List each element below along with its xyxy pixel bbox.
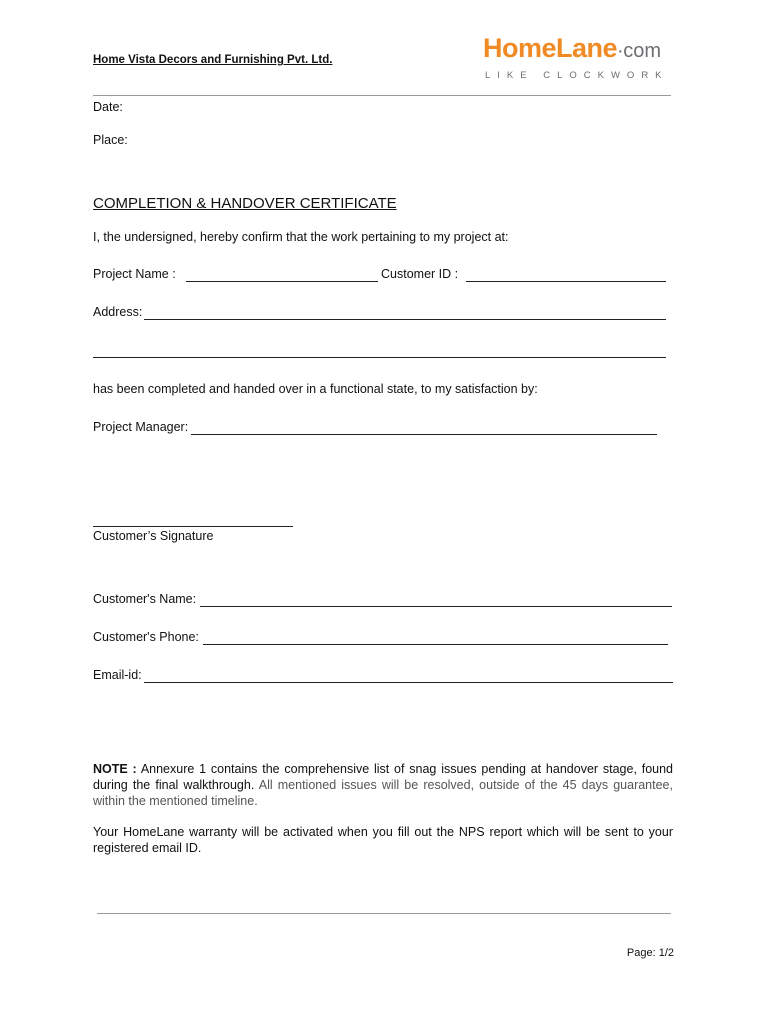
email-field[interactable]: [144, 682, 673, 683]
customer-id-label: Customer ID :: [381, 267, 459, 281]
logo-tagline: LIKE CLOCKWORK: [485, 70, 669, 81]
customer-name-field[interactable]: [200, 606, 672, 607]
email-label: Email-id:: [93, 668, 142, 682]
project-name-label: Project Name :: [93, 267, 176, 281]
place-label: Place:: [93, 133, 128, 147]
logo-dot: ·: [617, 40, 624, 62]
page-number: Page: 1/2: [626, 947, 674, 959]
customer-name-label: Customer's Name:: [93, 592, 197, 606]
project-name-field[interactable]: [186, 281, 378, 282]
footer-divider: [97, 913, 671, 914]
note-paragraph: [93, 761, 673, 809]
address-field-line-2[interactable]: [93, 357, 666, 358]
company-name: Home Vista Decors and Furnishing Pvt. Ltd.: [93, 54, 333, 66]
completion-text: has been completed and handed over in a functional state, to my satisfaction by:: [93, 382, 538, 396]
date-label: Date:: [93, 100, 123, 114]
project-manager-label: Project Manager:: [93, 420, 189, 434]
project-manager-field[interactable]: [191, 434, 657, 435]
address-label: Address:: [93, 305, 143, 319]
certificate-title: COMPLETION & HANDOVER CERTIFICATE: [93, 195, 397, 212]
logo-domain: com: [623, 40, 662, 62]
customer-phone-label: Customer's Phone:: [93, 630, 199, 644]
customer-id-field[interactable]: [466, 281, 666, 282]
logo-brand: HomeLane: [483, 33, 618, 63]
note-text-gray: All mentioned issues will be resolved, outside of the 45 days guarantee, within the mentioned timeline.: [93, 778, 673, 808]
note-prefix: NOTE :: [93, 762, 137, 776]
logo-wordmark: [483, 33, 661, 66]
warranty-paragraph: Your HomeLane warranty will be activated when you fill out the NPS report which will be sent to your registered email ID.: [93, 825, 673, 855]
signature-label: Customer’s Signature: [93, 529, 214, 543]
header-divider: [93, 95, 671, 96]
intro-text: I, the undersigned, hereby confirm that the work pertaining to my project at:: [93, 230, 509, 244]
signature-line[interactable]: [93, 526, 293, 527]
customer-phone-field[interactable]: [203, 644, 668, 645]
note-text: Annexure 1 contains the comprehensive list of snag issues pending at handover stage, found during the final walkthrough.: [93, 762, 673, 792]
address-field-line-1[interactable]: [144, 319, 666, 320]
